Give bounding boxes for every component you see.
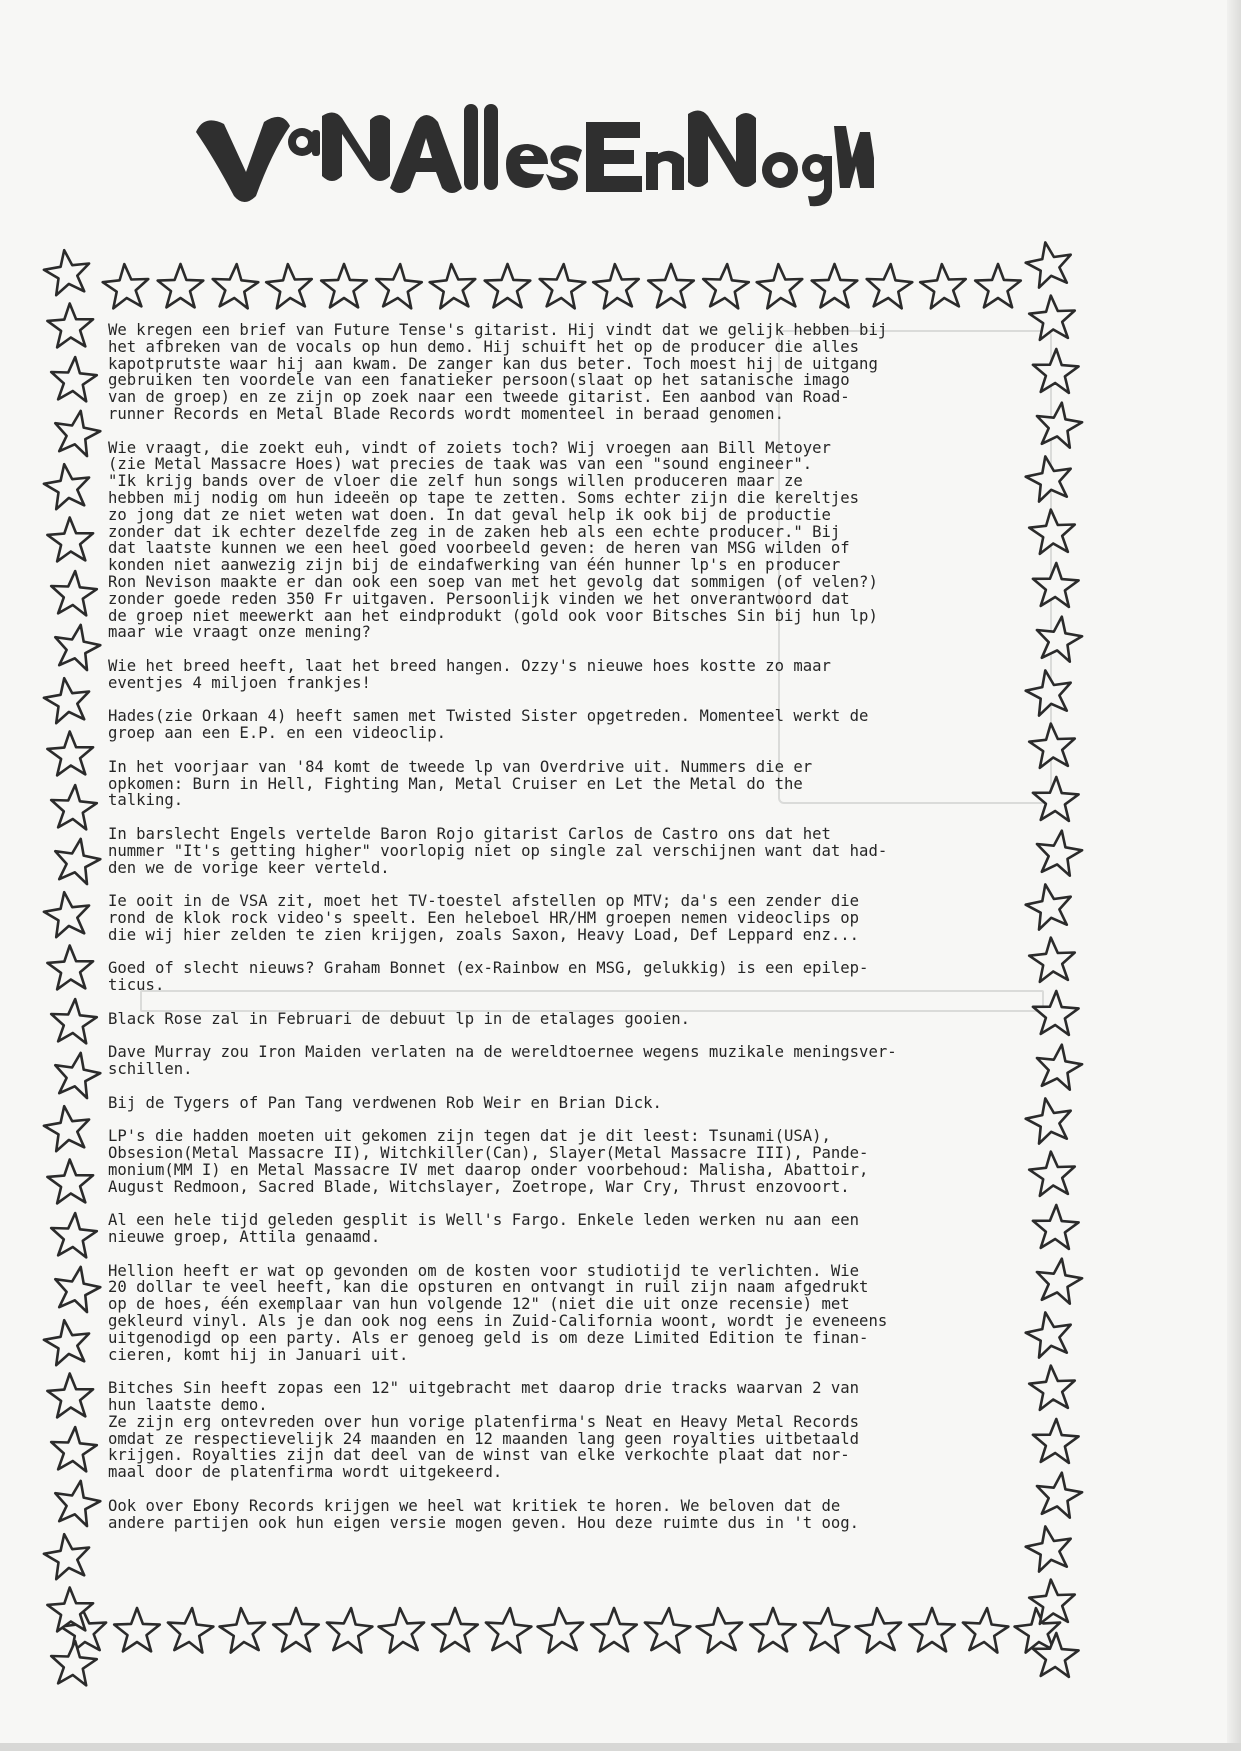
star-icon <box>1029 1366 1075 1410</box>
star-icon <box>1026 242 1071 287</box>
star-icon <box>703 264 749 308</box>
paragraph: In het voorjaar van '84 komt de tweede lp van Overdrive uit. Nummers die er opkomen: Burn in Hell, Fighting Man, Metal Cruiser en Let the Metal do the talking. <box>108 757 813 810</box>
star-icon <box>379 1608 425 1653</box>
page-edge <box>1227 0 1241 1751</box>
star-icon <box>47 518 93 562</box>
star-icon <box>327 1608 373 1653</box>
star-icon <box>44 1320 89 1365</box>
star-icon <box>55 839 100 884</box>
star-icon <box>812 264 858 307</box>
star-icon <box>44 1106 89 1151</box>
star-icon <box>1033 1419 1079 1463</box>
star-icon <box>44 464 89 509</box>
star-icon <box>1026 1098 1071 1143</box>
star-icon <box>486 1608 532 1653</box>
star-icon <box>1026 1312 1071 1357</box>
star-icon <box>51 1213 97 1257</box>
star-icon <box>51 785 97 829</box>
star-icon <box>55 411 100 456</box>
star-icon <box>1026 456 1071 501</box>
star-icon <box>213 264 259 308</box>
star-icon <box>1026 884 1071 929</box>
paragraph: Black Rose zal in Februari de debuut lp in de etalages gooien. <box>108 1009 691 1028</box>
star-icon <box>44 250 89 295</box>
star-icon <box>697 1608 743 1653</box>
star-icon <box>114 1608 160 1651</box>
star-icon <box>1029 510 1075 554</box>
star-icon <box>1037 1473 1082 1518</box>
star-icon <box>1029 938 1075 982</box>
star-icon <box>430 264 476 308</box>
paragraph: Al een hele tijd geleden gesplit is Well's Fargo. Enkele leden werken nu aan een nieuwe groep, Attila genaamd. <box>108 1211 860 1247</box>
star-icon <box>44 1534 89 1579</box>
star-icon <box>856 1608 902 1653</box>
star-icon <box>538 1608 584 1653</box>
star-icon <box>757 264 803 308</box>
paragraph: Hellion heeft er wat op gevonden om de kosten voor studiotijd te verlichten. Wie 20 dollar te veel heeft, kan die opsturen en ontvangt in ruil zijn naam afgedrukt op de hoes, één exemplaar van hun volgende 12" (niet die uit onze recensie) met gekleurd vinyl. Als je dan ook nog eens in Zuid-California woont, wordt je eveneens uitgenodigd op een party. Als er genoeg geld is om deze Limited Edition te finan- cieren, komt hij in Januari uit. <box>108 1261 888 1364</box>
star-icon <box>1033 991 1079 1035</box>
star-icon <box>750 1608 796 1651</box>
star-icon <box>220 1608 266 1653</box>
star-icon <box>909 1608 955 1651</box>
paragraph: Ook over Ebony Records krijgen we heel wat kritiek te horen. We beloven dat de andere partijen ook hun eigen versie mogen geven. Hou deze ruimte dus in 't oog. <box>108 1496 860 1532</box>
star-icon <box>55 1267 100 1312</box>
paragraph: Hades(zie Orkaan 4) heeft samen met Twisted Sister opgetreden. Momenteel werkt de groep aan een E.P. en een videoclip. <box>108 707 869 743</box>
star-icon <box>47 1160 93 1204</box>
star-icon <box>1029 296 1075 340</box>
star-icon <box>47 304 93 348</box>
star-icon <box>1037 831 1082 876</box>
star-icon <box>44 892 89 937</box>
star-icon <box>47 946 93 990</box>
star-icon <box>51 1427 97 1471</box>
star-icon <box>591 1608 637 1651</box>
star-icon <box>867 264 913 308</box>
star-icon <box>55 625 100 670</box>
star-icon <box>158 264 204 307</box>
star-icon <box>432 1608 478 1651</box>
star-icon <box>1033 777 1079 821</box>
star-icon <box>1033 563 1079 607</box>
article-body <box>108 322 1014 1548</box>
paragraph: Bij de Tygers of Pan Tang verdwenen Rob Weir en Brian Dick. <box>108 1093 662 1112</box>
star-icon <box>485 264 531 307</box>
star-icon <box>55 1053 100 1098</box>
star-icon <box>1029 724 1075 768</box>
star-icon <box>1037 1259 1082 1304</box>
star-icon <box>266 264 312 308</box>
star-icon <box>55 1481 100 1526</box>
paragraph: LP's die hadden moeten uit gekomen zijn tegen dat je dit leest: Tsunami(USA), Obsesion(Metal Massacre II), Witchkiller(Can), Slayer(Metal Massacre III), Pande- monium(MM I) en Metal Massacre IV met daarop onder voorbehoud: Malisha, Abattoir, August Redmoon, Sacred Blade, Witchslayer, Zoetrope, War Cry, Thrust enzovoort. <box>108 1127 869 1196</box>
star-icon <box>321 264 367 307</box>
star-icon <box>51 571 97 615</box>
star-icon <box>47 732 93 776</box>
star-icon <box>920 264 966 308</box>
star-icon <box>51 1641 97 1685</box>
star-icon <box>1033 349 1079 393</box>
paragraph: In barslecht Engels vertelde Baron Rojo gitarist Carlos de Castro ons dat het nummer "It's getting higher" voorlopig niet op single zal verschijnen want dat had- den we de vorige keer verteld. <box>108 824 888 877</box>
star-icon <box>1037 617 1082 662</box>
paragraph: Dave Murray zou Iron Maiden verlaten na de wereldtoernee wegens muzikale meningsver- schillen. <box>108 1043 897 1079</box>
star-icon <box>1026 670 1071 715</box>
paragraph: We kregen een brief van Future Tense's gitarist. Hij vindt dat we gelijk hebben bij het afbreken van de vocals op hun demo. Hij schuift het op de producer die alles kapotprutste waar hij aan kwam. De zanger kan dus beter. Toch moest hij de uitgang gebruiken ten voordele van een fanatieker persoon(slaat op het satanische imago van de groep) en ze zijn op zoek naar een tweede gitarist. Een aanbod van Road- runner Records en Metal Blade Records wordt momenteel in beraad genomen. <box>108 321 888 423</box>
paragraph: Wie het breed heeft, laat het breed hangen. Ozzy's nieuwe hoes kostte zo maar eventjes 4 miljoen frankjes! <box>108 656 831 692</box>
star-icon <box>975 264 1021 307</box>
star-icon <box>804 1608 850 1653</box>
star-icon <box>103 264 149 308</box>
star-icon <box>168 1608 214 1653</box>
paragraph: Ie ooit in de VSA zit, moet het TV-toestel afstellen op MTV; da's een zender die rond de klok rock video's speelt. Een heleboel HR/HM groepen nemen videoclips op die wij hier zelden te zien krijgen, zoals Saxon, Heavy Load, Def Leppard enz... <box>108 892 860 944</box>
paragraph: Bitches Sin heeft zopas een 12" uitgebracht met daarop drie tracks waarvan 2 van hun laatste demo. Ze zijn erg ontevreden over hun vorige platenfirma's Neat en Heavy Metal Records omdat ze respectievelijk 24 maanden en 12 maanden lang geen royalties uitbetaald krijgen. Royalties zijn dat deel van de winst van elke verkochte plaat dat nor- maal door de platenfirma wordt uitgekeerd. <box>108 1379 860 1482</box>
star-icon <box>44 678 89 723</box>
star-icon <box>1037 1045 1082 1090</box>
page-bottom-edge <box>0 1743 1241 1751</box>
star-icon <box>51 357 97 401</box>
star-icon <box>51 999 97 1043</box>
star-icon <box>47 1374 93 1418</box>
paragraph: Wie vraagt, die zoekt euh, vindt of zoiets toch? Wij vroegen aan Bill Metoyer (zie Metal Massacre Hoes) wat precies de taak was van een "sound engineer". "Ik krijg bands over de vloer die zelf hun songs willen produceren maar ze hebben mij nodig om hun ideeën op tape te zetten. Soms echter zijn die kereltjes zo jong dat ze niet weten wat doen. In dat geval help ik ook bij de productie zonder dat ik echter dezelfde zeg in de zaken heb als een echte producer." Bij dat laatste kunnen we een heel goed voorbeeld geven: de heren van MSG wilden of konden niet aanwezig zijn bij de eindafwerking van één hunner lp's en producer Ron Nevison maakte er dan ook een soep van met het gevolg dat sommigen (of velen?) zonder goede reden 350 Fr uitgaven. Persoonlijk vinden we het onverantwoord dat de groep niet meewerkt aan het eindprodukt (gold ook voor Bitsches Sin bij hun lp) maar wie vraagt onze mening? <box>108 438 878 642</box>
star-icon <box>593 264 639 308</box>
star-icon <box>963 1608 1009 1653</box>
star-icon <box>540 264 586 308</box>
star-icon <box>1026 1526 1071 1571</box>
star-icon <box>1033 1205 1079 1249</box>
paragraph: Goed of slecht nieuws? Graham Bonnet (ex-Rainbow en MSG, gelukkig) is een epilep- ticus. <box>108 959 869 995</box>
star-icon <box>376 264 422 308</box>
star-icon <box>1037 403 1082 448</box>
star-icon <box>273 1608 319 1651</box>
star-icon <box>645 1608 691 1653</box>
star-icon <box>1029 1152 1075 1196</box>
star-icon <box>648 264 694 307</box>
